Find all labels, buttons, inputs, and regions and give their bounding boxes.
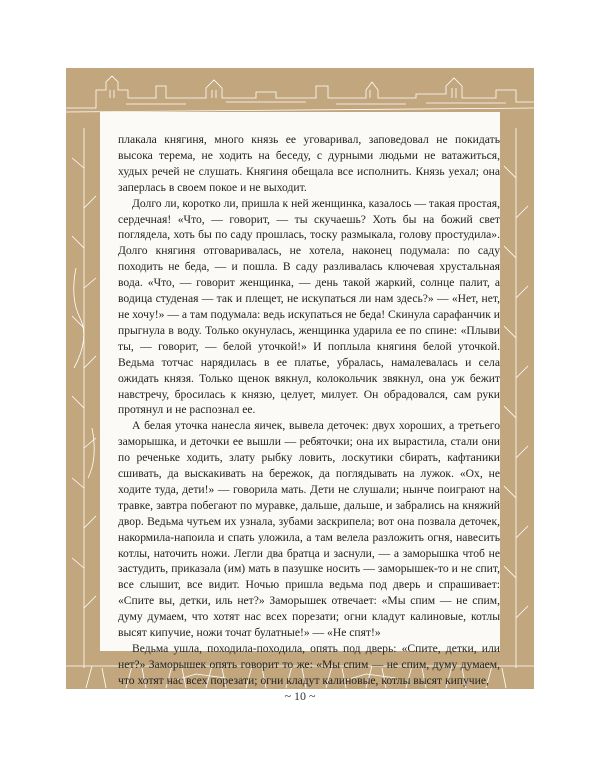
paragraph: Долго ли, коротко ли, пришла к ней женщинка, казалось — такая простая, сердечная! «Что, — говорит, — ты скучаешь? Хоть бы на божий свет поглядела, хоть бы по саду прошлась, тоску размыкала, голову простудила». Долго княгиня отговаривалась, не хотела, наконец подумала: по саду походить не беда, — и пошла. В саду разливалась ключевая хрустальная вода. «Что, — говорит женщинка, — день такой жаркий, солнце палит, а водица студеная — так и плещет, не искупаться ли нам здесь?» — «Нет, нет, не хочу!» — а там подумала: ведь искупаться не беда! Скинула сарафанчик и прыгнула в воду. Только окунулась, женщинка ударила ее по спине: «Плыви ты, — говорит, — белой уточкой!» И поплыла княгиня белой уточкой. Ведьма тотчас нарядилась в ее платье, убралась, намалевалась и села ожидать князя. Только щенок вякнул, колокольчик звякнул, она уж бежит навстречу, бросилась к князю, целует, милует. Он обрадовался, сам руки протянул и не распознал ее. (118, 196, 500, 417)
city-skyline-illustration (66, 76, 534, 112)
paragraph: А белая уточка нанесла яичек, вывела деточек: двух хороших, а третьего заморышка, и деточки ее вышли — ребяточки; она их вырастила, стали они по реченьке ходить, злату рыбку ловить, лоскутики сбирать, кафтаники сшивать, да выскакивать на бережок, да поглядывать на лужок. «Ох, не ходите туда, дети!» — говорила мать. Дети не слушали; нынче поиграют на травке, завтра побегают по муравке, дальше, дальше, и забрались на княжий двор. Ведьма чутьем их узнала, зубами заскрипела; вот она позвала деточек, накормила-напоила и спать уложила, а там велела разложить огня, навесить котлы, наточить ножи. Легли два братца и заснули, — а заморышка чтоб не застудить, приказала (им) мать в пазушке носить — заморышек-то и не спит, все слышит, все видит. Ночью пришла ведьма под дверь и спрашивает: «Спите вы, детки, иль нет?» Заморышек отвечает: «Мы спим — не спим, думу думаем, что хотят нас всех порезати; огни кладут калиновые, котлы высят кипучие, ножи точат булатные!» — «Не спят!» (118, 419, 500, 640)
left-tree-illustration (72, 128, 96, 668)
right-tree-illustration (504, 128, 528, 668)
paragraph: Ведьма ушла, походила-походила, опять под дверь: «Спите, детки, или нет?» Заморышек опять говорит то же: «Мы спим — не спим, думу думаем, что хотят нас всех порезати; огни кладут калиновые, котлы высят кипучие, (118, 642, 500, 687)
story-text (118, 132, 500, 689)
page-number: ~ 10 ~ (284, 689, 316, 703)
paragraph: плакала княгиня, много князь ее уговаривал, заповедовал не покидать высока терема, не ходить на беседу, с дурными людьми не ватажиться, худых речей не слушать. Княгиня обещала все исполнить. Князь уехал; она заперлась в своем покое и не выходит. (118, 133, 500, 194)
